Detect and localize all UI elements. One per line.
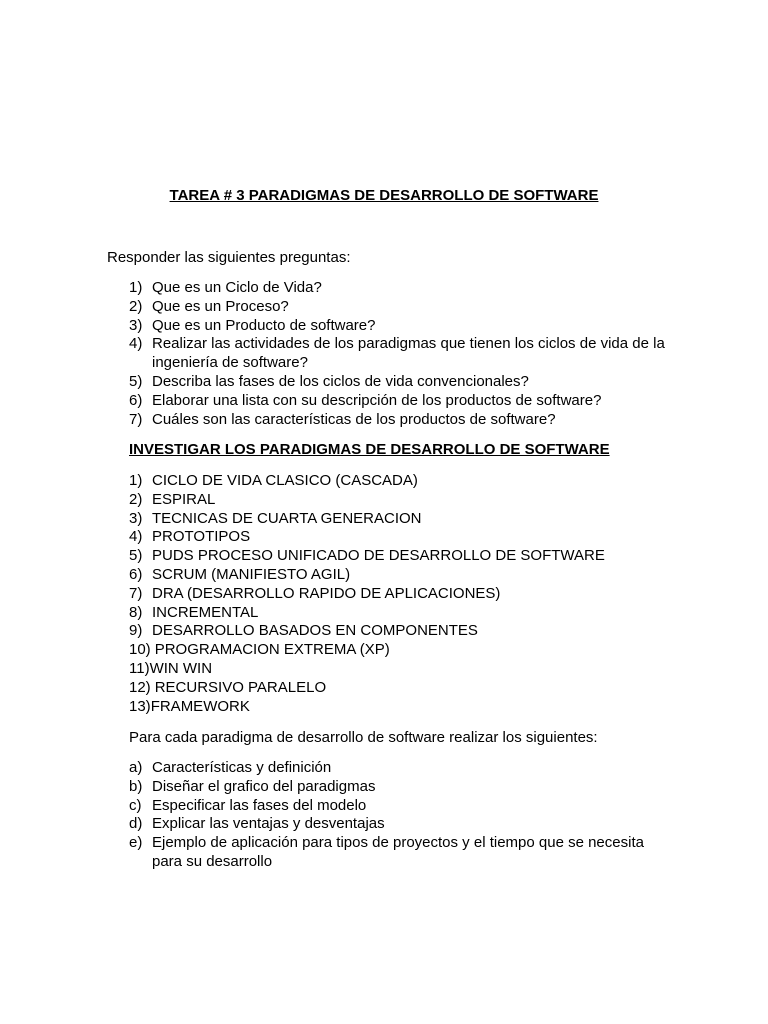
list-marker: 4) [129, 528, 143, 546]
list-item-text: SCRUM (MANIFIESTO AGIL) [152, 565, 351, 583]
list-marker: 10) [129, 641, 151, 659]
document-title: TAREA # 3 PARADIGMAS DE DESARROLLO DE SOFTWARE [169, 187, 599, 204]
list-item-text: RECURSIVO PARALELO [154, 678, 327, 696]
list-item-text: Ejemplo de aplicación para tipos de proyectos y el tiempo que se necesita para su desarrollo [152, 834, 644, 870]
list-item-text: Describa las fases de los ciclos de vida convencionales? [152, 372, 529, 390]
list-item [129, 317, 669, 336]
list-item [129, 411, 669, 430]
list-marker: 5) [129, 547, 143, 565]
list-item-text: Características y definición [152, 759, 332, 776]
list-item [129, 815, 669, 834]
list-item [129, 604, 689, 623]
list-marker: 3) [129, 509, 143, 527]
list-item [129, 491, 689, 510]
list-item-text: DESARROLLO BASADOS EN COMPONENTES [152, 622, 478, 640]
list-item [129, 641, 689, 660]
list-item-text: CICLO DE VIDA CLASICO (CASCADA) [152, 472, 418, 489]
list-marker: c) [129, 796, 142, 814]
list-marker: b) [129, 777, 143, 795]
list-marker: 2) [129, 490, 143, 508]
task-intro-text: Para cada paradigma de desarrollo de software realizar los siguientes: [129, 729, 598, 746]
list-marker: 6) [129, 391, 143, 409]
questions-list [129, 279, 669, 429]
list-item [129, 547, 689, 566]
list-item-text: DRA (DESARROLLO RAPIDO DE APLICACIONES) [152, 584, 501, 602]
list-item-text: ESPIRAL [152, 490, 216, 508]
list-marker: 1) [129, 279, 143, 296]
list-item [129, 698, 689, 717]
list-item [129, 622, 689, 641]
list-item-text: PUDS PROCESO UNIFICADO DE DESARROLLO DE SOFTWARE [152, 547, 605, 565]
list-item [129, 660, 689, 679]
list-item [129, 834, 669, 872]
list-marker: e) [129, 834, 143, 852]
list-marker: 13) [129, 697, 151, 715]
list-item [129, 510, 689, 529]
list-item [129, 759, 669, 778]
list-item-text: Que es un Producto de software? [152, 316, 376, 334]
list-item-text: Cuáles son las características de los productos de software? [152, 410, 556, 428]
list-item-text: Explicar las ventajas y desventajas [152, 815, 385, 833]
tasks-list [129, 759, 669, 872]
list-item-text: Realizar las actividades de los paradigmas que tienen los ciclos de vida de la ingeniería de software? [152, 335, 665, 372]
list-item [129, 335, 669, 373]
list-item [129, 679, 689, 698]
list-marker: 12) [129, 678, 151, 696]
list-item [129, 778, 669, 797]
list-marker: 5) [129, 372, 143, 390]
intro-text: Responder las siguientes preguntas: [107, 249, 351, 266]
list-item [129, 279, 669, 298]
paradigms-list [129, 472, 689, 716]
list-item [129, 585, 689, 604]
list-marker: 11) [129, 659, 150, 677]
list-marker: 8) [129, 603, 143, 621]
list-item-text: Elaborar una lista con su descripción de los productos de software? [152, 391, 602, 409]
list-item-text: Especificar las fases del modelo [152, 796, 367, 814]
list-marker: 9) [129, 622, 143, 640]
list-marker: 6) [129, 565, 143, 583]
list-marker: 4) [129, 335, 143, 353]
list-marker: d) [129, 815, 143, 833]
list-item [129, 392, 669, 411]
list-item-text: PROTOTIPOS [152, 528, 251, 546]
list-item [129, 298, 669, 317]
list-marker: 7) [129, 584, 143, 602]
list-item-text: Que es un Proceso? [152, 297, 289, 315]
list-item [129, 528, 689, 547]
list-item [129, 566, 689, 585]
list-item-text: FRAMEWORK [150, 697, 250, 715]
list-marker: 1) [129, 472, 143, 489]
list-marker: 7) [129, 410, 143, 428]
list-item-text: Que es un Ciclo de Vida? [152, 279, 322, 296]
list-item-text: WIN WIN [149, 659, 213, 677]
list-item-text: TECNICAS DE CUARTA GENERACION [152, 509, 422, 527]
section-heading: INVESTIGAR LOS PARADIGMAS DE DESARROLLO DE SOFTWARE [129, 441, 610, 458]
list-item-text: Diseñar el grafico del paradigmas [152, 777, 376, 795]
list-marker: 2) [129, 297, 143, 315]
list-item [129, 797, 669, 816]
list-item-text: PROGRAMACION EXTREMA (XP) [154, 641, 390, 659]
list-marker: 3) [129, 316, 143, 334]
list-item-text: INCREMENTAL [152, 603, 259, 621]
list-marker: a) [129, 759, 143, 776]
list-item [129, 373, 669, 392]
list-item [129, 472, 689, 491]
